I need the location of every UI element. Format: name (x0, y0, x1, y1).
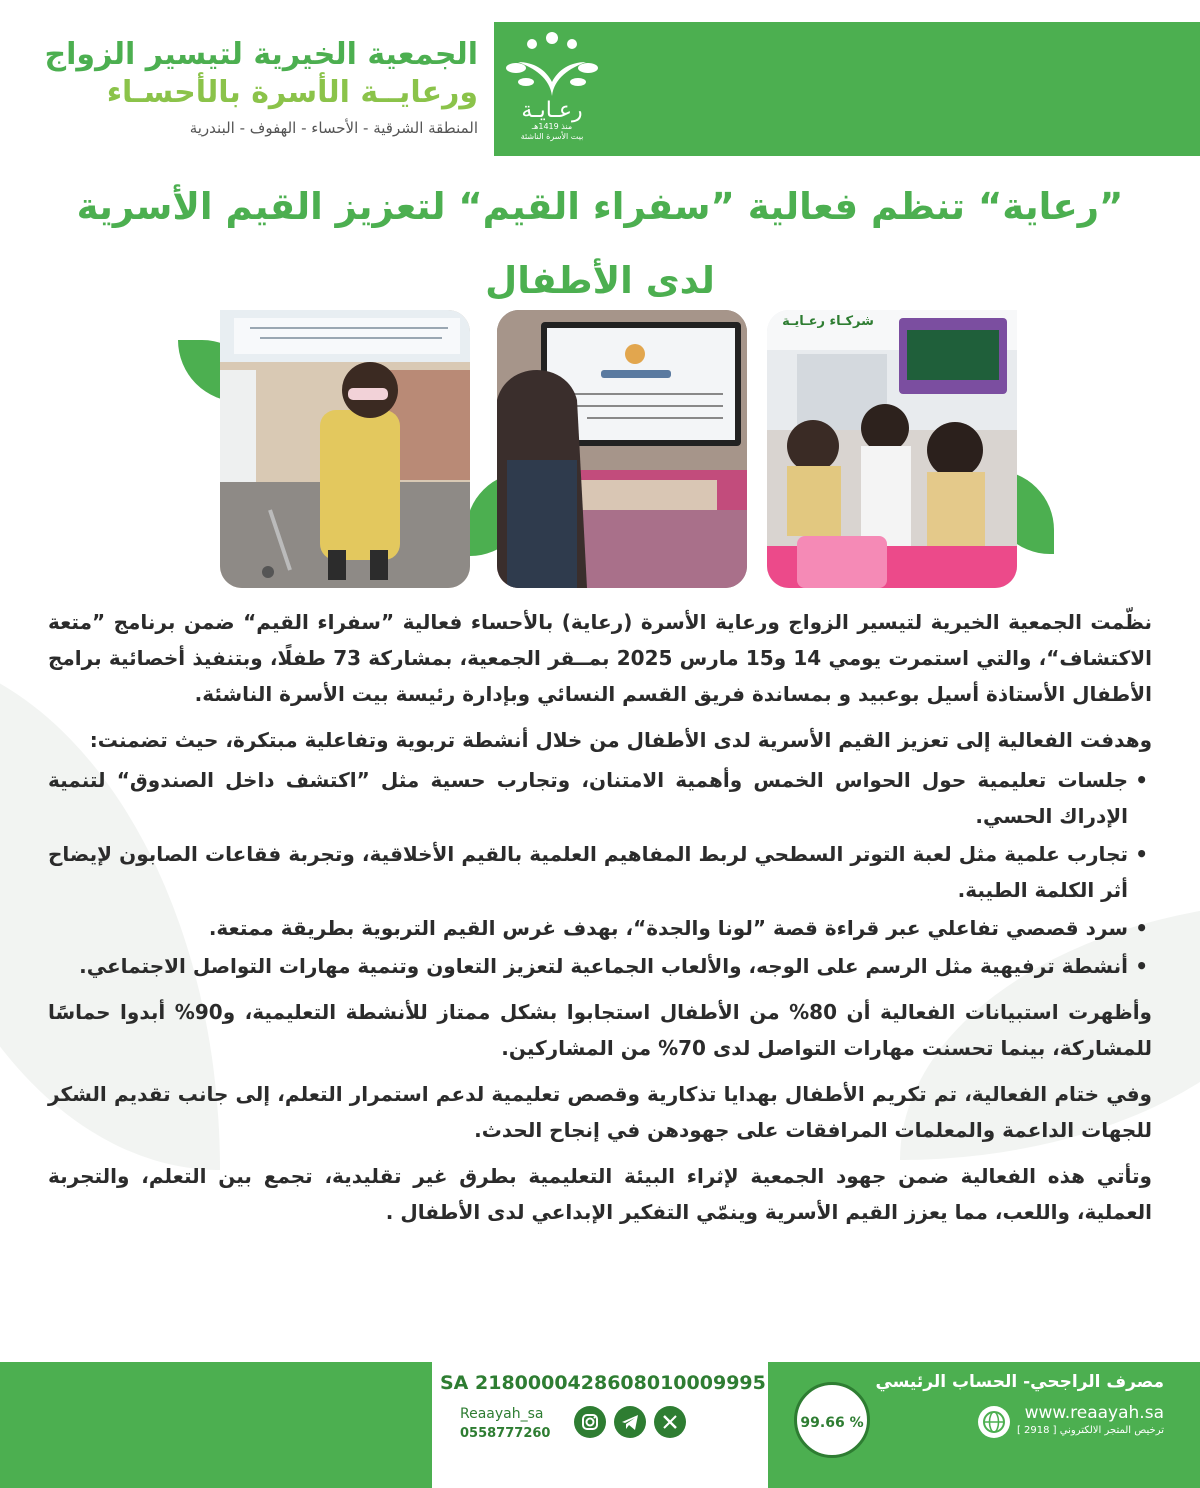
list-item: • جلسات تعليمية حول الحواس الخمس وأهمية الامتنان، وتجارب حسية مثل ”اكتشف داخل الصندوق“ لتنمية الإدراك الحسي. (48, 762, 1128, 834)
article-body (48, 604, 1152, 1240)
bank-iban: SA 2180000428608010009995 (440, 1372, 766, 1394)
header (0, 0, 1200, 158)
compliance-seal (794, 1382, 870, 1458)
x-twitter-icon[interactable] (654, 1406, 686, 1438)
logo-subtitle: بيت الأسرة الناشئة (520, 132, 584, 141)
paragraph-goals: وهدفت الفعالية إلى تعزيز القيم الأسرية لدى الأطفال من خلال أنشطة تربوية وتفاعلية مبتكرة، حيث تضمنت: (89, 728, 1152, 752)
paragraph-conclusion: وتأتي هذه الفعالية ضمن جهود الجمعية لإثراء البيئة التعليمية بطرق غير تقليدية، تجمع بين التعلم، والتجربة العملية، واللعب، مما يعزز القيم الأسرية وينمّي التفكير الإبداعي لدى الأطفال . (48, 1164, 1152, 1224)
bank-name: مصرف الراجحي- الحساب الرئيسي (875, 1372, 1164, 1392)
paragraph-intro: نظّمت الجمعية الخيرية لتيسير الزواج ورعاية الأسرة (رعاية) بالأحساء فعالية ”سفراء القيم“ ضمن برنامج ”متعة الاكتشاف“، والتي استمرت يومي 14 و15 مارس 2025 بمــقر الجمعية، بمشاركة 73 طفلًا، وبتنفيذ أخصائية برامج الأطفال الأستاذة أسيل بوعبيد و بمساندة فريق القسم النسائي وبإدارة رئيسة بيت الأسرة الناشئة. (48, 610, 1152, 706)
org-regions: المنطقة الشرقية - الأحساء - الهفوف - البندرية (189, 119, 478, 137)
organization-name (38, 36, 478, 142)
website-block (944, 1403, 1164, 1436)
activities-list (48, 762, 1152, 984)
website-link[interactable]: www.reaayah.sa (1024, 1403, 1164, 1423)
photo-partners-banner: شركـاء رعـايـة (782, 314, 874, 329)
list-item: • سرد قصصي تفاعلي عبر قراءة قصة ”لونا والجدة“، بهدف غرس القيم التربوية بطريقة ممتعة. (48, 910, 1128, 946)
social-handle[interactable]: Reaayah_sa (460, 1406, 544, 1422)
list-item: • تجارب علمية مثل لعبة التوتر السطحي لربط المفاهيم العلمية بالقيم الأخلاقية، وتجربة فقاعات الصابون لإيضاح أثر الكلمة الطيبة. (48, 836, 1128, 908)
event-photo-left (220, 310, 470, 588)
title-line2: لدى الأطفال (485, 259, 715, 302)
title-line1: ”رعاية“ تنظم فعالية ”سفراء القيم“ لتعزيز القيم الأسرية (76, 185, 1124, 228)
logo (498, 28, 606, 148)
social-icons (574, 1406, 692, 1440)
telegram-icon[interactable] (614, 1406, 646, 1438)
logo-tree-icon (504, 28, 600, 98)
store-license: ترخيص المتجر الالكتروني [ 2918 ] (1016, 1425, 1164, 1436)
instagram-icon[interactable] (574, 1406, 606, 1438)
article-title (60, 170, 1140, 318)
org-name-line2: ورعايــة الأسرة بالأحسـاء (106, 75, 478, 110)
logo-since: منذ 1419هـ (531, 122, 573, 131)
footer-band-left (0, 1362, 432, 1488)
paragraph-results: وأظهرت استبيانات الفعالية أن 80% من الأطفال استجابوا بشكل ممتاز للأنشطة التعليمية، و90% أبدوا حماسًا للمشاركة، بينما تحسنت مهارات التواصل لدى 70% من المشاركين. (48, 1000, 1152, 1060)
org-name-line1: الجمعية الخيرية لتيسير الزواج (44, 37, 478, 72)
list-item: • أنشطة ترفيهية مثل الرسم على الوجه، والألعاب الجماعية لتعزيز التعاون وتنمية مهارات التواصل الاجتماعي. (48, 948, 1128, 984)
event-photo-middle (497, 310, 747, 588)
event-photo-right (767, 310, 1017, 588)
seal-percentage: 99.66 % (800, 1415, 864, 1431)
paragraph-closing: وفي ختام الفعالية، تم تكريم الأطفال بهدايا تذكارية وقصص تعليمية لدعم استمرار التعلم، إلى جانب تقديم الشكر للجهات الداعمة والمعلمات المرافقات على جهودهن في إنجاح الحدث. (48, 1082, 1152, 1142)
logo-name: رعـايـة (521, 98, 583, 123)
phone-number[interactable]: 0558777260 (460, 1426, 551, 1441)
